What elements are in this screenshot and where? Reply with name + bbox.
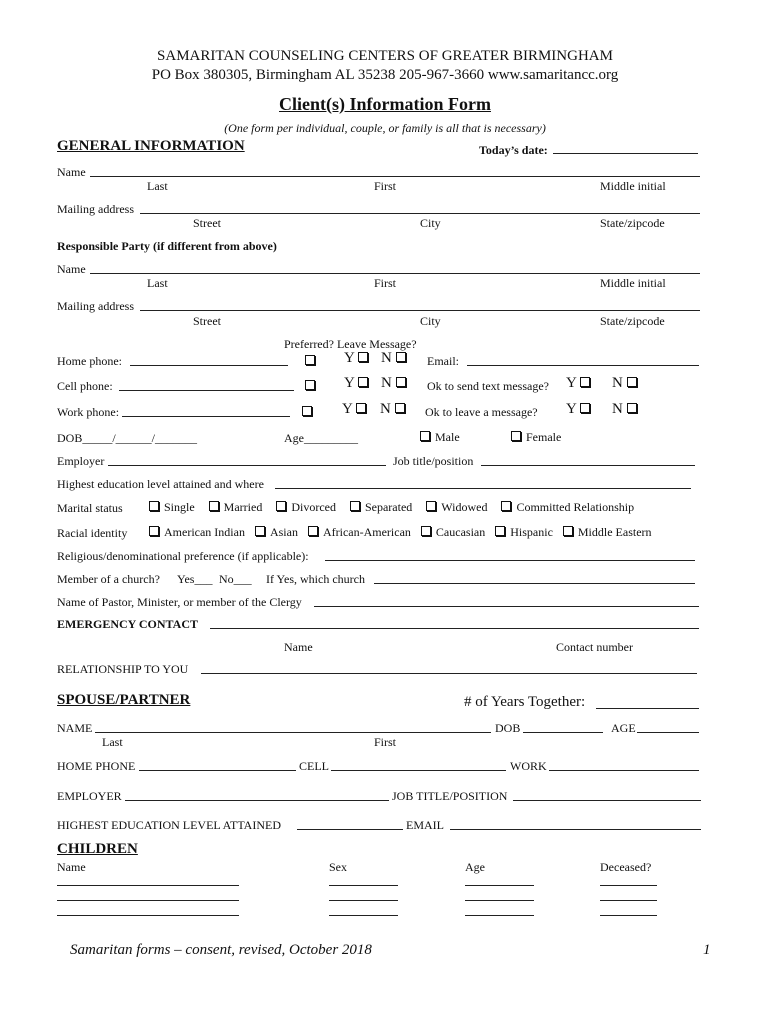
male-label: Male xyxy=(435,430,460,444)
member-church-no[interactable]: No___ xyxy=(219,572,252,586)
work-phone-y-option[interactable] xyxy=(342,402,371,416)
general-section-title: GENERAL INFORMATION xyxy=(57,138,245,154)
racial-options xyxy=(149,525,652,539)
racial-option-asian[interactable] xyxy=(255,525,298,539)
racial-identity-label: Racial identity xyxy=(57,526,128,540)
n-label: N xyxy=(381,350,392,366)
city-caption: City xyxy=(420,216,441,230)
children-col-name: Name xyxy=(57,860,86,874)
rp-mailing-address-label: Mailing address xyxy=(57,299,134,313)
marital-option-single[interactable] xyxy=(149,500,195,514)
job-title-field[interactable] xyxy=(481,465,695,466)
child-2-name-field[interactable] xyxy=(57,900,239,901)
church-name-field[interactable] xyxy=(374,583,695,584)
middle-initial-caption: Middle initial xyxy=(600,179,666,193)
marital-status-label: Marital status xyxy=(57,501,123,515)
email-field[interactable] xyxy=(467,365,699,366)
rp-city-caption: City xyxy=(420,314,441,328)
spouse-education-field[interactable] xyxy=(297,829,403,830)
mailing-address-field[interactable] xyxy=(140,213,700,214)
pastor-label: Name of Pastor, Minister, or member of the Clergy xyxy=(57,595,302,609)
spouse-home-phone-field[interactable] xyxy=(139,770,296,771)
rp-state-zip-caption: State/zipcode xyxy=(600,314,665,328)
home-phone-y-option[interactable] xyxy=(344,351,373,365)
home-phone-preferred-checkbox[interactable] xyxy=(305,354,320,368)
n-label: N xyxy=(381,375,392,391)
option-label: Separated xyxy=(364,500,413,514)
option-label: Asian xyxy=(269,525,298,539)
ok-leave-n-option[interactable] xyxy=(612,402,642,416)
children-section-title: CHILDREN xyxy=(57,841,138,857)
child-1-deceased-field[interactable] xyxy=(600,885,657,886)
option-label: Married xyxy=(223,500,263,514)
cell-phone-y-option[interactable] xyxy=(344,376,373,390)
spouse-cell-field[interactable] xyxy=(331,770,506,771)
street-caption: Street xyxy=(193,216,221,230)
form-subtitle: (One form per individual, couple, or family is all that is necessary) xyxy=(224,121,546,135)
y-label: Y xyxy=(566,401,577,417)
ec-name-caption: Name xyxy=(284,640,313,654)
n-label: N xyxy=(380,401,391,417)
spouse-home-phone-label: HOME PHONE xyxy=(57,759,136,773)
option-label: Middle Eastern xyxy=(577,525,652,539)
relationship-field[interactable] xyxy=(201,673,697,674)
employer-field[interactable] xyxy=(108,465,386,466)
racial-option-american-indian[interactable] xyxy=(149,525,245,539)
marital-option-divorced[interactable] xyxy=(276,500,336,514)
y-label: Y xyxy=(566,375,577,391)
marital-options xyxy=(149,500,634,514)
if-yes-church-label: If Yes, which church xyxy=(266,572,365,586)
option-label: African-American xyxy=(322,525,411,539)
y-label: Y xyxy=(344,350,355,366)
child-2-age-field[interactable] xyxy=(465,900,534,901)
home-phone-field[interactable] xyxy=(130,365,288,366)
option-label: Committed Relationship xyxy=(516,500,635,514)
religious-pref-field[interactable] xyxy=(325,560,695,561)
religious-pref-label: Religious/denominational preference (if applicable): xyxy=(57,549,309,563)
org-address: PO Box 380305, Birmingham AL 35238 205-967-3660 www.samaritancc.org xyxy=(151,67,619,83)
rp-name-label: Name xyxy=(57,262,86,276)
ok-leave-label: Ok to leave a message? xyxy=(425,405,538,419)
state-zip-caption: State/zipcode xyxy=(600,216,665,230)
spouse-email-field[interactable] xyxy=(450,829,701,830)
marital-option-married[interactable] xyxy=(209,500,263,514)
preferred-leave-message-caption: Preferred? Leave Message? xyxy=(284,337,417,351)
child-1-name-field[interactable] xyxy=(57,885,239,886)
rp-street-caption: Street xyxy=(193,314,221,328)
marital-option-separated[interactable] xyxy=(350,500,412,514)
responsible-party-heading: Responsible Party (if different from above) xyxy=(57,239,277,253)
n-label: N xyxy=(612,375,623,391)
rp-name-field[interactable] xyxy=(90,273,700,274)
racial-option-caucasian[interactable] xyxy=(421,525,485,539)
emergency-contact-field[interactable] xyxy=(210,628,699,629)
spouse-section-title: SPOUSE/PARTNER xyxy=(57,692,191,708)
ok-text-label: Ok to send text message? xyxy=(427,379,549,393)
children-col-age: Age xyxy=(465,860,485,874)
last-caption: Last xyxy=(147,179,168,193)
org-name: SAMARITAN COUNSELING CENTERS OF GREATER BIRMINGHAM xyxy=(157,48,613,64)
name-field[interactable] xyxy=(90,176,700,177)
years-together-label: # of Years Together: xyxy=(464,694,586,710)
ok-text-n-option[interactable] xyxy=(612,376,642,390)
female-label: Female xyxy=(526,430,562,444)
spouse-education-label: HIGHEST EDUCATION LEVEL ATTAINED xyxy=(57,818,282,832)
job-title-label: Job title/position xyxy=(393,454,474,468)
racial-option-hispanic[interactable] xyxy=(495,525,553,539)
cell-phone-field[interactable] xyxy=(119,390,294,391)
spouse-employer-field[interactable] xyxy=(125,800,389,801)
children-col-deceased: Deceased? xyxy=(600,860,652,874)
ok-text-y-option[interactable] xyxy=(566,376,595,390)
spouse-work-label: WORK xyxy=(510,759,547,773)
cell-phone-preferred-checkbox[interactable] xyxy=(305,379,320,393)
ec-number-caption: Contact number xyxy=(556,640,633,654)
male-option[interactable] xyxy=(420,430,460,444)
child-3-age-field[interactable] xyxy=(465,915,534,916)
dob-field[interactable]: DOB_____/______/_______ xyxy=(57,431,198,445)
racial-option-middle-eastern[interactable] xyxy=(563,525,652,539)
child-1-sex-field[interactable] xyxy=(329,885,398,886)
cell-phone-label: Cell phone: xyxy=(57,379,113,393)
spouse-job-title-field[interactable] xyxy=(513,800,701,801)
rp-last-caption: Last xyxy=(147,276,168,290)
spouse-work-field[interactable] xyxy=(549,770,699,771)
name-label: Name xyxy=(57,165,86,179)
page-number: 1 xyxy=(703,942,711,958)
children-col-sex: Sex xyxy=(329,860,347,874)
child-2-sex-field[interactable] xyxy=(329,900,398,901)
spouse-last-caption: Last xyxy=(102,735,123,749)
option-label: Caucasian xyxy=(435,525,486,539)
female-option[interactable] xyxy=(511,430,561,444)
rp-mailing-address-field[interactable] xyxy=(140,310,700,311)
spouse-age-field[interactable] xyxy=(637,732,699,733)
pastor-field[interactable] xyxy=(314,606,699,607)
child-3-name-field[interactable] xyxy=(57,915,239,916)
education-field[interactable] xyxy=(275,488,691,489)
child-2-deceased-field[interactable] xyxy=(600,900,657,901)
relationship-label: RELATIONSHIP TO YOU xyxy=(57,662,189,676)
work-phone-label: Work phone: xyxy=(57,405,120,419)
option-label: Hispanic xyxy=(510,525,553,539)
work-phone-preferred-checkbox[interactable] xyxy=(302,405,317,419)
years-together-field[interactable] xyxy=(596,708,699,709)
spouse-dob-field[interactable] xyxy=(523,732,603,733)
todays-date-field[interactable] xyxy=(553,153,698,154)
option-label: Divorced xyxy=(291,500,336,514)
mailing-address-label: Mailing address xyxy=(57,202,134,216)
spouse-cell-label: CELL xyxy=(299,759,329,773)
first-caption: First xyxy=(374,179,397,193)
spouse-age-label: AGE xyxy=(611,721,636,735)
option-label: Widowed xyxy=(441,500,488,514)
child-3-sex-field[interactable] xyxy=(329,915,398,916)
spouse-email-label: EMAIL xyxy=(406,818,444,832)
spouse-first-caption: First xyxy=(374,735,397,749)
work-phone-n-option[interactable] xyxy=(380,402,410,416)
child-3-deceased-field[interactable] xyxy=(600,915,657,916)
email-label: Email: xyxy=(427,354,459,368)
emergency-contact-label: EMERGENCY CONTACT xyxy=(57,617,199,631)
child-1-age-field[interactable] xyxy=(465,885,534,886)
spouse-name-label: NAME xyxy=(57,721,93,735)
todays-date-label: Today’s date: xyxy=(479,143,548,157)
home-phone-label: Home phone: xyxy=(57,354,122,368)
ok-leave-y-option[interactable] xyxy=(566,402,595,416)
age-field[interactable]: Age_________ xyxy=(284,431,358,445)
rp-middle-initial-caption: Middle initial xyxy=(600,276,666,290)
cell-phone-n-option[interactable] xyxy=(381,376,411,390)
member-church-yes[interactable]: Yes___ xyxy=(177,572,213,586)
member-church-label: Member of a church? xyxy=(57,572,160,586)
work-phone-field[interactable] xyxy=(122,416,290,417)
spouse-employer-label: EMPLOYER xyxy=(57,789,122,803)
employer-label: Employer xyxy=(57,454,105,468)
home-phone-n-option[interactable] xyxy=(381,351,411,365)
education-label: Highest education level attained and where xyxy=(57,477,264,491)
option-label: American Indian xyxy=(164,525,245,539)
option-label: Single xyxy=(164,500,195,514)
spouse-name-field[interactable] xyxy=(95,732,491,733)
y-label: Y xyxy=(344,375,355,391)
marital-option-committed[interactable] xyxy=(501,500,634,514)
n-label: N xyxy=(612,401,623,417)
rp-first-caption: First xyxy=(374,276,397,290)
y-label: Y xyxy=(342,401,353,417)
marital-option-widowed[interactable] xyxy=(426,500,487,514)
racial-option-african-american[interactable] xyxy=(308,525,411,539)
spouse-dob-label: DOB xyxy=(495,721,521,735)
form-title: Client(s) Information Form xyxy=(279,94,491,114)
spouse-job-title-label: JOB TITLE/POSITION xyxy=(392,789,508,803)
footer-text: Samaritan forms – consent, revised, October 2018 xyxy=(70,942,372,958)
